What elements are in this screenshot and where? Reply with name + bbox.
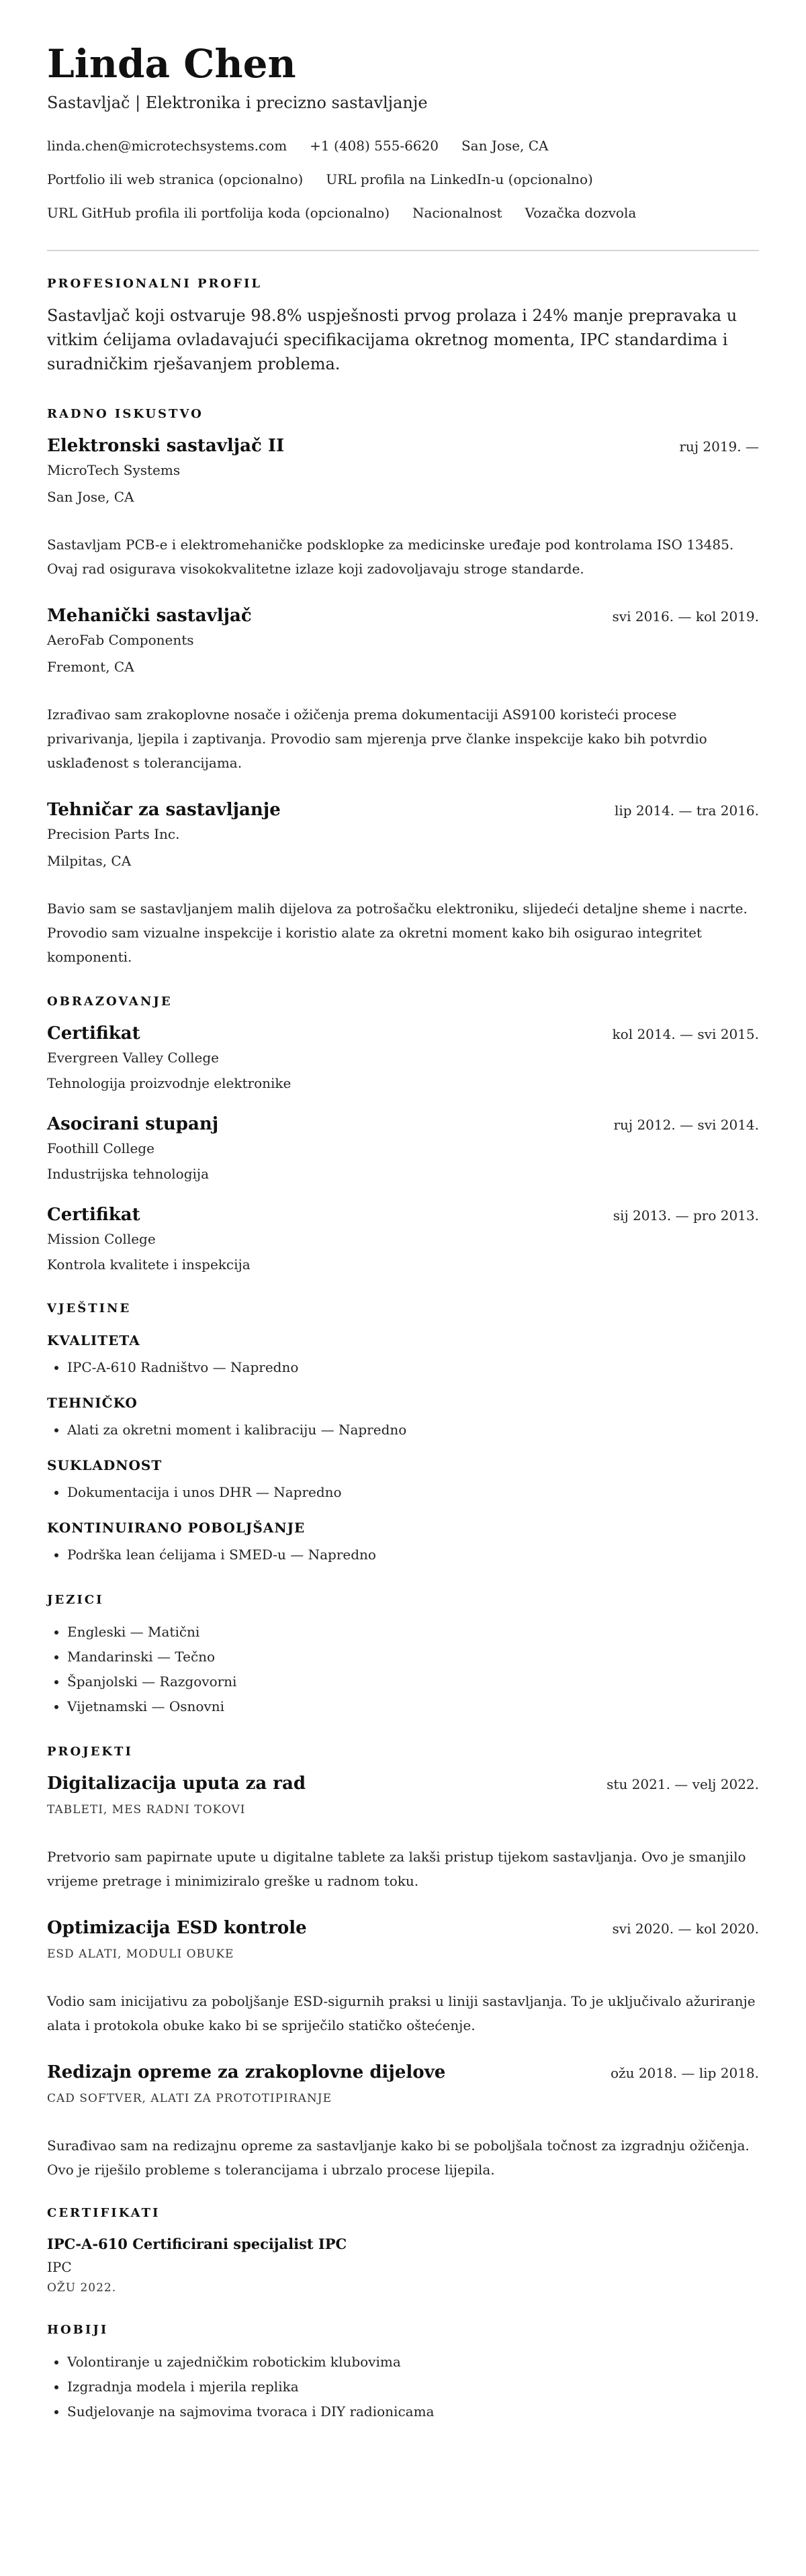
- contact-email[interactable]: linda.chen@microtechsystems.com: [47, 138, 287, 154]
- skill-list: [47, 1355, 759, 1380]
- hobby-list: [47, 2350, 759, 2424]
- skill-list: [47, 1543, 759, 1567]
- project-dates: svi 2020. — kol 2020.: [612, 1921, 759, 1937]
- contact-links: [47, 163, 759, 196]
- certificate-name: IPC-A-610 Certificirani specijalist IPC: [47, 2236, 347, 2252]
- degree: Certifikat: [47, 1023, 140, 1044]
- summary-text: Sastavljač koji ostvaruje 98.8% uspješnosti prvog prolaza i 24% manje prepravaka u vitkim ćelijama ovladavajući specifikacijama okretnog momenta, IPC standardima i suradničkim rješavanjem problema.: [47, 306, 737, 373]
- skill-category: KVALITETA: [47, 1332, 140, 1348]
- job-company: MicroTech Systems: [47, 462, 181, 478]
- job-dates: ruj 2019. —: [679, 439, 759, 455]
- project-name: Redizajn opreme za zrakoplovne dijelove: [47, 2062, 446, 2082]
- project-name: Digitalizacija uputa za rad: [47, 1774, 306, 1794]
- education-dates: sij 2013. — pro 2013.: [613, 1207, 759, 1224]
- skill-item: • Dokumentacija i unos DHR — Napredno: [67, 1480, 759, 1505]
- language-item: • Vijetnamski — Osnovni: [67, 1694, 759, 1719]
- education-dates: ruj 2012. — svi 2014.: [613, 1117, 759, 1133]
- skill-category: SUKLADNOST: [47, 1457, 163, 1473]
- education-dates: kol 2014. — svi 2015.: [612, 1026, 759, 1042]
- hobby-item: • Izgradnja modela i mjerila replika: [67, 2375, 759, 2399]
- skill-category: TEHNIČKO: [47, 1395, 138, 1411]
- hobby-item: • Volontiranje u zajedničkim robotickim klubovima: [67, 2350, 759, 2375]
- experience-item: [47, 434, 759, 581]
- contact-phone[interactable]: +1 (408) 555-6620: [310, 138, 439, 154]
- language-list: [47, 1620, 759, 1719]
- project-description: Surađivao sam na redizajnu opreme za sastavljanje kako bi se poboljšala točnost za izgradnju ožičenja. Ovo je riješilo probleme s tolerancijama i ubrzalo procese lijepila.: [47, 2137, 750, 2178]
- certificate-date: OŽU 2022.: [47, 2281, 117, 2295]
- hobby-item: • Sudjelovanje na sajmovima tvoraca i DIY radionicama: [67, 2399, 759, 2424]
- section-title-skills: VJEŠTINE: [47, 1301, 132, 1316]
- contact-extra: [47, 196, 759, 230]
- job-location: Fremont, CA: [47, 659, 134, 675]
- skill-item: • Podrška lean ćelijama i SMED-u — Napredno: [67, 1543, 759, 1567]
- contact-portfolio[interactable]: Portfolio ili web stranica (opcionalno): [47, 171, 304, 187]
- job-company: AeroFab Components: [47, 632, 194, 648]
- school: Foothill College: [47, 1140, 154, 1156]
- section-title-hobbies: HOBIJI: [47, 2323, 109, 2337]
- contact-license: Vozačka dozvola: [525, 205, 637, 221]
- project-tags: TABLETI, MES RADNI TOKOVI: [47, 1803, 246, 1816]
- skill-item: • Alati za okretni moment i kalibraciju — Napredno: [67, 1418, 759, 1442]
- language-item: • Mandarinski — Tečno: [67, 1645, 759, 1669]
- contact-info: [47, 129, 759, 163]
- skill-category: KONTINUIRANO POBOLJŠANJE: [47, 1520, 306, 1536]
- project-description: Vodio sam inicijativu za poboljšanje ESD-sigurnih praksi u liniji sastavljanja. To je uključivalo ažuriranje alata i protokola obuke kako bi se spriječilo statičko oštećenje.: [47, 1993, 756, 2033]
- language-item: • Španjolski — Razgovorni: [67, 1669, 759, 1694]
- job-company: Precision Parts Inc.: [47, 826, 180, 842]
- certificate-issuer: IPC: [47, 2259, 72, 2275]
- contact-nationality: Nacionalnost: [412, 205, 502, 221]
- experience-item: [47, 798, 759, 969]
- job-title: Mehanički sastavljač: [47, 606, 252, 626]
- section-title-education: OBRAZOVANJE: [47, 995, 173, 1009]
- project-dates: stu 2021. — velj 2022.: [607, 1776, 759, 1792]
- field-of-study: Tehnologija proizvodnje elektronike: [47, 1075, 292, 1091]
- experience-item: [47, 604, 759, 775]
- candidate-name: Linda Chen: [47, 41, 296, 87]
- language-item: • Engleski — Matični: [67, 1620, 759, 1645]
- job-description: Sastavljam PCB-e i elektromehaničke podsklopke za medicinske uređaje pod kontrolama ISO 13485. Ovaj rad osigurava visokokvalitetne izlaze koji zadovoljavaju stroge standarde.: [47, 537, 734, 577]
- job-description: Bavio sam se sastavljanjem malih dijelova za potrošačku elektroniku, slijedeći detaljne sheme i nacrte. Provodio sam vizualne inspekcije i koristio alate za okretni moment kako bih osigurao integritet komponenti.: [47, 901, 748, 965]
- project-dates: ožu 2018. — lip 2018.: [611, 2065, 759, 2081]
- headline: Sastavljač | Elektronika i precizno sastavljanje: [47, 93, 428, 112]
- skill-item: • IPC-A-610 Radništvo — Napredno: [67, 1355, 759, 1380]
- project-description: Pretvorio sam papirnate upute u digitalne tablete za lakši pristup tijekom sastavljanja. Ovo je smanjilo vrijeme pretrage i minimiziralo greške u radnom toku.: [47, 1849, 746, 1889]
- degree: Asocirani stupanj: [47, 1114, 219, 1134]
- job-location: Milpitas, CA: [47, 853, 132, 869]
- education-item: [47, 1203, 759, 1276]
- project-tags: ESD ALATI, MODULI OBUKE: [47, 1947, 234, 1961]
- contact-github[interactable]: URL GitHub profila ili portfolija koda (opcionalno): [47, 205, 390, 221]
- section-title-summary: PROFESIONALNI PROFIL: [47, 277, 263, 291]
- school: Mission College: [47, 1231, 156, 1247]
- project-item: [47, 2060, 759, 2182]
- project-item: [47, 1772, 759, 1893]
- section-title-languages: JEZICI: [47, 1593, 104, 1607]
- project-tags: CAD SOFTVER, ALATI ZA PROTOTIPIRANJE: [47, 2092, 332, 2105]
- field-of-study: Kontrola kvalitete i inspekcija: [47, 1256, 251, 1273]
- contact-linkedin[interactable]: URL profila na LinkedIn-u (opcionalno): [326, 171, 593, 187]
- header-divider: [47, 250, 759, 251]
- job-title: Elektronski sastavljač II: [47, 436, 285, 456]
- job-dates: lip 2014. — tra 2016.: [614, 802, 759, 819]
- job-dates: svi 2016. — kol 2019.: [612, 608, 759, 625]
- project-name: Optimizacija ESD kontrole: [47, 1918, 307, 1938]
- contact-location: San Jose, CA: [461, 138, 549, 154]
- education-item: [47, 1112, 759, 1185]
- section-title-certificates: CERTIFIKATI: [47, 2206, 161, 2220]
- skill-list: [47, 1480, 759, 1505]
- certificate-item: [47, 2233, 759, 2297]
- job-location: San Jose, CA: [47, 489, 134, 505]
- job-title: Tehničar za sastavljanje: [47, 800, 281, 820]
- job-description: Izrađivao sam zrakoplovne nosače i ožičenja prema dokumentaciji AS9100 koristeći procese privarivanja, ljepila i zaptivanja. Provodio sam mjerenja prve članke inspekcije kako bih potvrdio usklađenost s tolerancijama.: [47, 706, 707, 771]
- section-title-experience: RADNO ISKUSTVO: [47, 407, 204, 421]
- field-of-study: Industrijska tehnologija: [47, 1166, 210, 1182]
- degree: Certifikat: [47, 1205, 140, 1225]
- skill-list: [47, 1418, 759, 1442]
- project-item: [47, 1916, 759, 2037]
- school: Evergreen Valley College: [47, 1050, 219, 1066]
- section-title-projects: PROJEKTI: [47, 1745, 133, 1759]
- education-item: [47, 1021, 759, 1095]
